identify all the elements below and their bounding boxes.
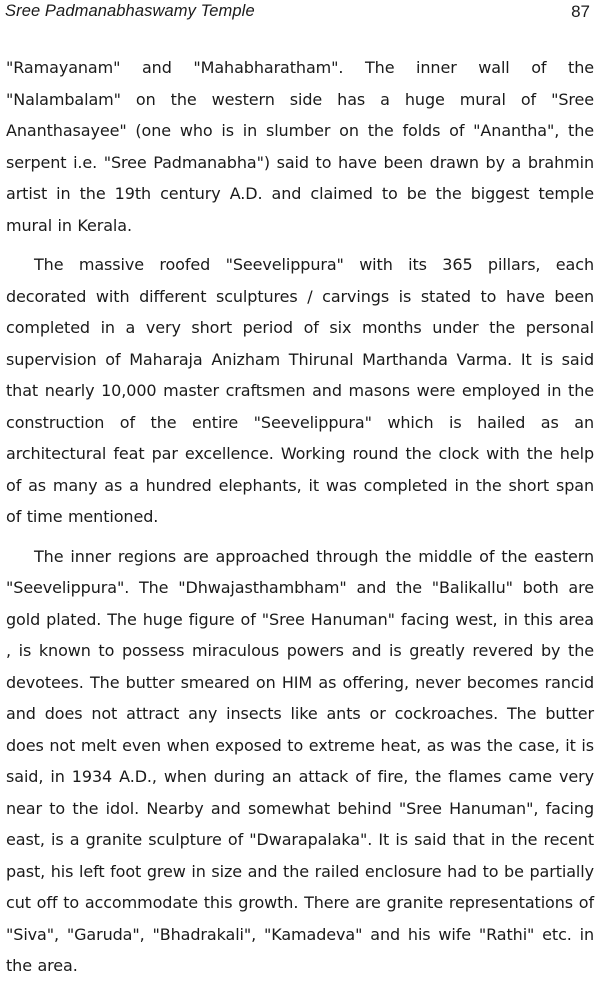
paragraph-continuation: "Ramayanam" and "Mahabharatham". The inner wall of the "Nalambalam" on the western side has a huge mural of "Sree Ananthasayee" (one who is in slumber on the folds of "Anantha", the serpent i.e. "Sree Padmanabha") said to have been drawn by a brahmin artist in the 19th century A.D. and claimed to be the biggest temple mural in Kerala.: [6, 58, 594, 235]
paragraph-inner-regions: The inner regions are approached through the middle of the eastern "Seevelippura". The "Dhwajasthambham" and the "Balikallu" both are gold plated. The huge figure of "Sree Hanuman" facing west, in this area , is known to possess miraculous powers and is greatly revered by the devotees. The butter smeared on HIM as offering, never becomes rancid and does not attract any insects like ants or cockroaches. The butter does not melt even when exposed to extreme heat, as was the case, it is said, in 1934 A.D., when during an attack of fire, the flames came very near to the idol. Nearby and somewhat behind "Sree Hanuman", facing east, is a granite sculpture of "Dwarapalaka". It is said that in the recent past, his left foot grew in size and the railed enclosure had to be partially cut off to accommodate this growth. There are granite representations of "Siva", "Garuda", "Bhadrakali", "Kamadeva" and his wife "Rathi" etc. in the area.: [6, 546, 594, 975]
paragraph-seevelippura: The massive roofed "Seevelippura" with its 365 pillars, each decorated with different sculptures / carvings is stated to have been completed in a very short period of six months under the personal supervision of Maharaja Anizham Thirunal Marthanda Varma. It is said that nearly 10,000 master craftsmen and masons were employed in the construction of the entire "Seevelippura" which is hailed as an architectural feat par excellence. Working round the clock with the help of as many as a hundred elephants, it was completed in the short span of time mentioned.: [6, 255, 594, 526]
body-text: [6, 52, 594, 990]
running-head-title: Sree Padmanabhaswamy Temple: [5, 2, 255, 20]
page-number: 87: [571, 2, 590, 21]
